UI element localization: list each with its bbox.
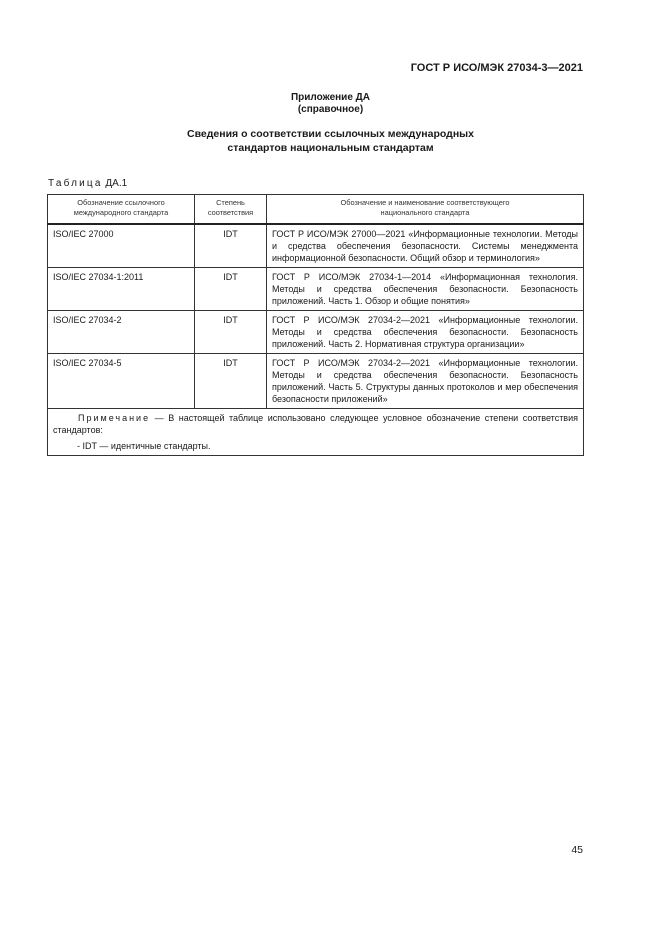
- note-list-item: - IDT — идентичные стандарты.: [77, 441, 211, 451]
- header-degree: [195, 195, 267, 225]
- cell-degree: IDT: [195, 268, 267, 311]
- correspondence-table: [47, 194, 584, 456]
- cell-national: ГОСТ Р ИСО/МЭК 27034-2—2021 «Информационные технологии. Методы и средства обеспечения безопасности. Безопасность приложений. Часть 5. Структуры данных протоколов и мер обеспечения безопасности приложений»: [267, 354, 584, 409]
- page-title-line-2: стандартов национальным стандартам: [227, 141, 434, 154]
- table-caption-id: ДА.1: [105, 178, 128, 189]
- header-line: соответствия: [207, 208, 254, 217]
- header-line: Степень: [216, 198, 245, 207]
- page-title-line-1: Сведения о соответствии ссылочных международных: [187, 128, 474, 140]
- cell-international: ISO/IEC 27034-1:2011: [48, 268, 195, 311]
- appendix-heading: [0, 92, 661, 116]
- table-row: [48, 224, 584, 268]
- header-line: Обозначение ссылочного: [77, 198, 165, 207]
- table-note-row: [48, 409, 584, 456]
- cell-national: ГОСТ Р ИСО/МЭК 27034-2—2021 «Информационные технологии. Методы и средства обеспечения безопасности. Безопасность приложений. Часть 2. Нормативная структура организации»: [267, 311, 584, 354]
- cell-degree: IDT: [195, 311, 267, 354]
- table-row: [48, 268, 584, 311]
- table-caption: [48, 178, 127, 189]
- table-caption-word: Таблица: [48, 178, 103, 189]
- table-note: [48, 409, 584, 456]
- cell-degree: IDT: [195, 224, 267, 268]
- table-row: [48, 354, 584, 409]
- cell-national: ГОСТ Р ИСО/МЭК 27000—2021 «Информационные технологии. Методы и средства обеспечения безопасности. Системы менеджмента информационной безопасности. Общий обзор и терминология»: [267, 224, 584, 268]
- cell-international: ISO/IEC 27034-2: [48, 311, 195, 354]
- cell-international: ISO/IEC 27000: [48, 224, 195, 268]
- header-line: международного стандарта: [73, 208, 169, 217]
- cell-national: ГОСТ Р ИСО/МЭК 27034-1—2014 «Информационная технология. Методы и средства обеспечения безопасности. Безопасность приложений. Часть 1. Обзор и общие понятия»: [267, 268, 584, 311]
- header-international-standard: [48, 195, 195, 225]
- appendix-status: (справочное): [297, 104, 364, 115]
- header-national-standard: [267, 195, 584, 225]
- page-title: [0, 128, 661, 155]
- table-row: [48, 311, 584, 354]
- note-label: Примечание: [78, 413, 151, 423]
- note-text: — В настоящей таблице использовано следующее условное обозначение степени соответствия стандартов:: [53, 413, 578, 435]
- page-number: 45: [571, 844, 583, 856]
- table-header-row: [48, 195, 584, 225]
- cell-international: ISO/IEC 27034-5: [48, 354, 195, 409]
- cell-degree: IDT: [195, 354, 267, 409]
- note-paragraph: [53, 412, 578, 436]
- document-code: ГОСТ Р ИСО/МЭК 27034-3—2021: [410, 62, 583, 74]
- header-line: национального стандарта: [380, 208, 470, 217]
- header-line: Обозначение и наименование соответствующего: [340, 198, 510, 207]
- appendix-label: Приложение ДА: [290, 92, 371, 103]
